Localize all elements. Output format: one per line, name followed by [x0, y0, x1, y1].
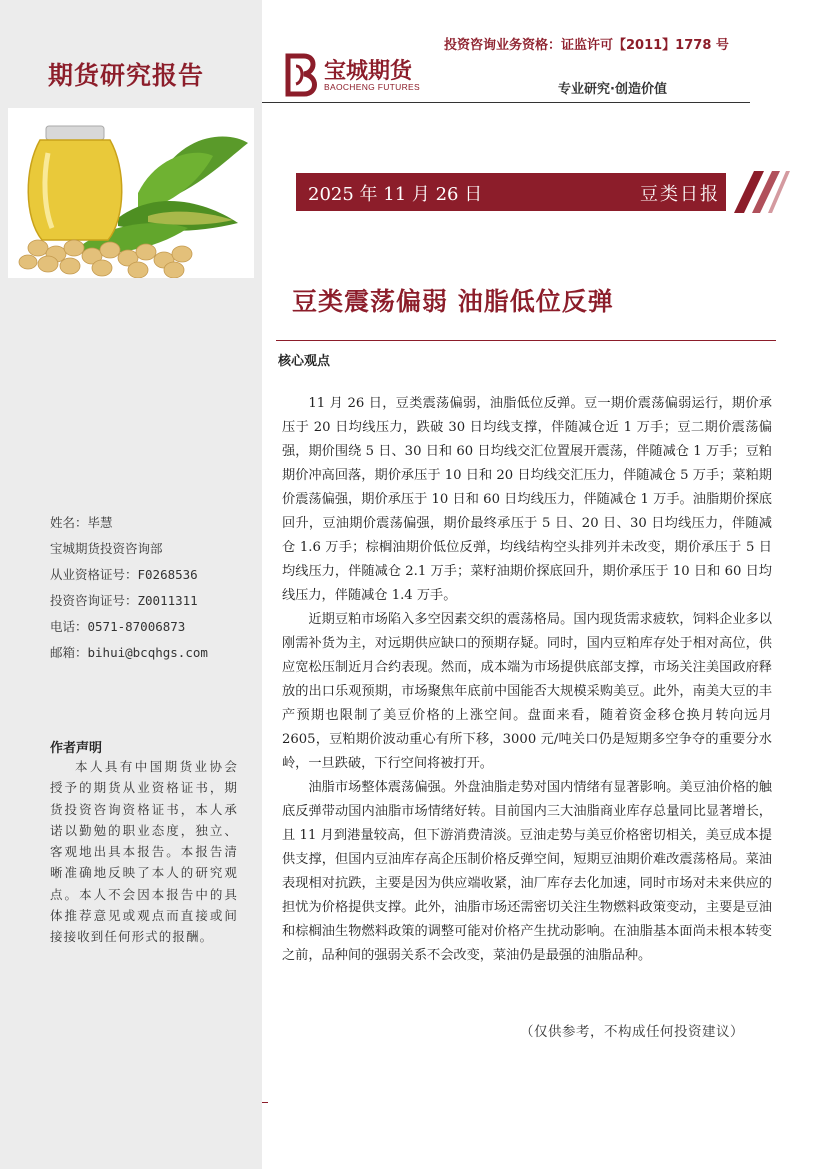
paragraph: 11 月 26 日，豆类震荡偏弱，油脂低位反弹。豆一期价震荡偏弱运行，期价承压于 20 日均线压力，跌破 30 日均线支撑，伴随减仓近 1 万手；豆二期价震荡偏强，期价围绕 5 日、30 日和 60 日均线交汇位置展开震荡，伴随减仓 1 万手；豆粕期价冲高回落，期价承压于 10 日和 20 日均线交汇压力，伴随减仓 5 万手；菜粕期价震荡偏强，期价承压于 10 日和 60 日均线压力，伴随减仓 1 万手。油脂期价探底回升，豆油期价震荡偏强，期价最终承压于 5 日、20 日、30 日均线压力，伴随减仓 1.6 万手；棕榈油期价低位反弹，均线结构空头排列并未改变，期价承压于 5 日均线压力，伴随减仓 2.1 万手；菜籽油期价探底回升，期价承压于 10 日和 60 日均线压力，伴随减仓 1.4 万手。 — [282, 396, 772, 603]
margin-tick — [262, 1102, 268, 1103]
sidebar — [0, 0, 262, 1169]
disclaimer-text: 本人具有中国期货业协会授予的期货从业资格证书，期货投资咨询资格证书，本人承诺以勤勉的职业态度，独立、客观地出具本报告。本报告清晰准确地反映了本人的研究观点。本人不会因本报告中的具体推荐意见或观点而直接或间接接收到任何形式的报酬。 — [50, 759, 238, 945]
company-logo — [284, 52, 434, 100]
author-phone: 电话：0571-87006873 — [50, 619, 186, 634]
banner-stripes — [720, 171, 790, 213]
author-name: 姓名：毕慧 — [50, 515, 113, 530]
date-banner — [296, 173, 726, 211]
section-title: 核心观点 — [278, 354, 331, 369]
license-text: 投资咨询业务资格：证监许可【2011】1778 号 — [444, 38, 729, 53]
header-divider — [262, 102, 750, 103]
disclaimer-note: （仅供参考，不构成任何投资建议） — [520, 1024, 744, 1040]
headline: 豆类震荡偏弱 油脂低位反弹 — [292, 287, 614, 316]
author-info — [50, 513, 250, 669]
paragraph: 油脂市场整体震荡偏强。外盘油脂走势对国内情绪有显著影响。美豆油价格的触底反弹带动国内油脂市场情绪好转。目前国内三大油脂商业库存总量同比显著增长，且 11 月到港量较高，但下游消费清淡。豆油走势与美豆价格密切相关，美豆成本提供支撑，但国内豆油库存高企压制价格反弹空间，短期豆油期价难改震荡格局。菜油表现相对抗跌，主要是因为供应端收紧，油厂库存去化加速，同时市场对未来供应的担忧为价格提供支撑。此外，油脂市场还需密切关注生物燃料政策变动，主要是豆油和棕榈油生物燃料政策的调整可能对价格产生扰动影响。在油脂基本面尚未根本转变之前，品种间的强弱关系不会改变，菜油仍是最强的油脂品种。 — [282, 780, 772, 963]
author-qualification: 从业资格证号：F0268536 — [50, 567, 198, 582]
author-department: 宝城期货投资咨询部 — [50, 541, 163, 556]
tagline: 专业研究·创造价值 — [558, 82, 667, 97]
logo-mark-icon — [284, 52, 322, 98]
logo-english: BAOCHENG FUTURES — [324, 82, 420, 92]
oil-soybean-photo — [8, 108, 254, 278]
disclaimer-title: 作者声明 — [50, 741, 103, 756]
author-email: 邮箱：bihui@bcqhgs.com — [50, 645, 208, 660]
logo-chinese: 宝城期货 — [324, 58, 413, 84]
author-consulting-id: 投资咨询证号：Z0011311 — [50, 593, 198, 608]
sidebar-title: 期货研究报告 — [48, 61, 205, 90]
report-type: 豆类日报 — [640, 184, 720, 205]
headline-divider — [276, 340, 776, 341]
report-date: 2025 年 11 月 26 日 — [308, 184, 483, 205]
paragraph: 近期豆粕市场陷入多空因素交织的震荡格局。国内现货需求疲软，饲料企业多以刚需补货为主，对远期供应缺口的预期存疑。同时，国内豆粕库存处于相对高位，供应宽松压制近月合约表现。然而，成本端为市场提供底部支撑，市场关注美国政府释放的出口乐观预期，市场聚焦年底前中国能否大规模采购美豆。此外，南美大豆的丰产预期也限制了美豆价格的上涨空间。盘面来看，随着资金移仓换月转向远月 2605，豆粕期价波动重心有所下移，3000 元/吨关口仍是短期多空争夺的重要分水岭，一旦跌破，下行空间将被打开。 — [282, 612, 772, 771]
report-body — [282, 392, 772, 968]
